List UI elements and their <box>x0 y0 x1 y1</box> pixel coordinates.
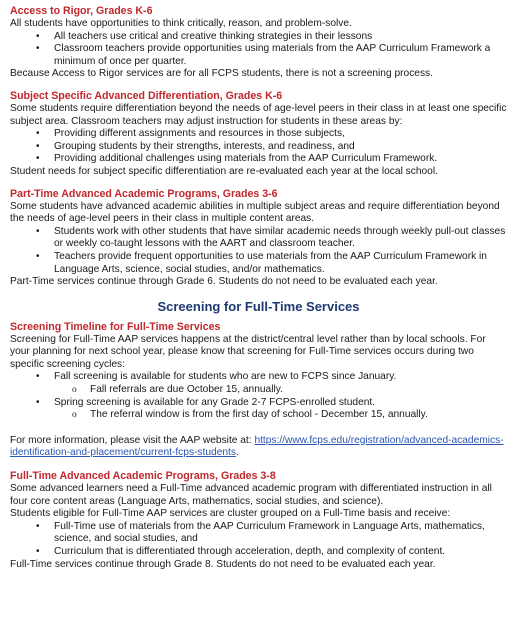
fulltime-intro: Some advanced learners need a Full-Time advanced academic program with differentiated instruction in all four core content areas (Language Arts, mathematics, social studies, and science). <box>10 483 492 507</box>
bullet-list <box>10 371 507 384</box>
list-item: • Teachers provide frequent opportunities to use materials from the AAP Curriculum Framework in Language Arts, science, social studies, and/or mathematics. <box>10 251 507 276</box>
info-prefix: For more information, please visit the AAP website at: <box>10 434 255 446</box>
list-item: • Students work with other students that have similar academic needs through weekly pull-out classes or weekly co-taught lessons with the AART and classroom teacher. <box>10 226 507 251</box>
aap-website-link[interactable]: https://www.fcps.edu/registration/advanced-academics-identification-and-placement/current-fcps-students <box>10 434 504 459</box>
section-title-subject-specific: Subject Specific Advanced Differentiation, Grades K-6 <box>10 89 283 102</box>
fulltime-outro: Full-Time services continue through Grade 8. Students do not need to be evaluated each year. <box>10 558 436 570</box>
list-item: • Full-Time use of materials from the AAP Curriculum Framework in Language Arts, mathematics, science, and social studies, and <box>10 521 507 546</box>
info-suffix: . <box>235 447 239 459</box>
bullet-list <box>10 226 507 276</box>
bullet-list <box>10 128 507 166</box>
list-item: • Grouping students by their strengths, interests, and readiness, and <box>10 141 507 154</box>
bullet-list <box>10 31 507 69</box>
section-title-screening-timeline: Screening Timeline for Full-Time Services <box>10 320 221 333</box>
section-outro: Because Access to Rigor services are for all FCPS students, there is not a screening process. <box>10 68 433 80</box>
info-paragraph <box>10 435 507 460</box>
bullet-list <box>10 521 507 559</box>
sub-list-item: o The referral window is from the first day of school - December 15, annually. <box>10 409 507 422</box>
list-item: • All teachers use critical and creative thinking strategies in their lessons <box>10 31 507 44</box>
sub-list-item: o Fall referrals are due October 15, annually. <box>10 384 507 397</box>
sub-bullet-list <box>10 409 507 422</box>
screening-intro: Screening for Full-Time AAP services happens at the district/central level rather than by local schools. For your planning for next school year, please know that screening for Full-Time services occurs during two specific screening cycles: <box>10 333 486 370</box>
section-outro: Part-Time services continue through Grade 6. Students do not need to be evaluated each year. <box>10 276 438 288</box>
list-item: • Providing additional challenges using materials from the AAP Curriculum Framework. <box>10 153 507 166</box>
section-outro: Student needs for subject specific differentiation are re-evaluated each year at the local school. <box>10 165 438 177</box>
section-intro: Some students require differentiation beyond the needs of age-level peers in their class in at least one specific subject area. Classroom teachers may adjust instruction for students in these areas by: <box>10 102 507 127</box>
section-intro: All students have opportunities to think critically, reason, and problem-solve. <box>10 18 352 29</box>
list-item-fall <box>10 371 507 384</box>
screening-heading: Screening for Full-Time Services <box>157 298 360 314</box>
spring-text: Spring screening is available for any Grade 2-7 FCPS-enrolled student. <box>54 396 376 408</box>
bullet-list <box>10 397 507 410</box>
section-title-full-time: Full-Time Advanced Academic Programs, Grades 3-8 <box>10 470 276 483</box>
fulltime-intro-2: Students eligible for Full-Time AAP services are cluster grouped on a Full-Time basis and receive: <box>10 508 451 520</box>
list-item-spring <box>10 397 507 410</box>
sub-bullet-list <box>10 384 507 397</box>
section-intro: Some students have advanced academic abilities in multiple subject areas and require differentiation beyond the needs of age-level peers in their class in multiple content areas. <box>10 200 500 225</box>
section-title-access-to-rigor: Access to Rigor, Grades K-6 <box>10 5 153 17</box>
section-title-part-time: Part-Time Advanced Academic Programs, Grades 3-6 <box>10 187 278 200</box>
list-item: • Curriculum that is differentiated through acceleration, depth, and complexity of content. <box>10 546 507 559</box>
fall-text: Fall screening is available for students who are new to FCPS since January. <box>54 371 397 383</box>
list-item: • Providing different assignments and resources in those subjects, <box>10 128 507 141</box>
list-item: • Classroom teachers provide opportunities using materials from the AAP Curriculum Framework a minimum of once per quarter. <box>10 43 507 68</box>
